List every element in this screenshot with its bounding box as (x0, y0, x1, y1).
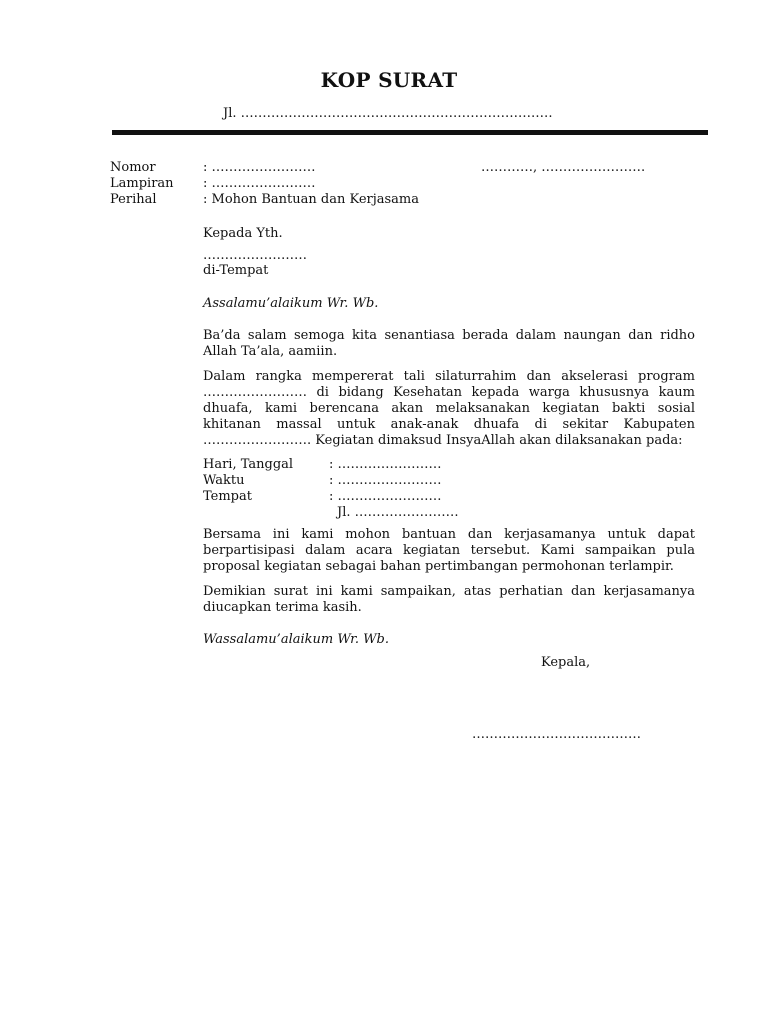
letterhead-address: Jl. ……………………………………………………………… (223, 106, 553, 121)
lampiran-value: : …………………… (203, 176, 316, 191)
perihal-value: : Mohon Bantuan dan Kerjasama (203, 192, 420, 207)
recipient-place: di-Tempat (203, 263, 269, 278)
signature-title: Kepala, (541, 655, 591, 670)
detail-tempat-address: Jl. …………………… (337, 505, 459, 520)
paragraph-closing: Demikian surat ini kami sampaikan, atas perhatian dan kerjasamanya diucapkan terima kasih. (203, 584, 695, 615)
opening-greeting: Assalamu’alaikum Wr. Wb. (203, 296, 379, 311)
detail-hari-value: : …………………… (329, 457, 442, 472)
detail-waktu-value: : …………………… (329, 473, 442, 488)
paragraph-opening: Ba’da salam semoga kita senantiasa berada dalam naungan dan ridho Allah Ta’ala, aamiin. (203, 328, 695, 359)
closing-greeting: Wassalamu’alaikum Wr. Wb. (203, 632, 389, 647)
lampiran-label: Lampiran (110, 176, 174, 191)
signature-name: ………………………………… (472, 727, 641, 742)
nomor-value: : …………………… (203, 160, 316, 175)
paragraph-request: Bersama ini kami mohon bantuan dan kerjasamanya untuk dapat berpartisipasi dalam acara kegiatan tersebut. Kami sampaikan pula proposal kegiatan sebagai bahan pertimbangan permohonan terlampir. (203, 527, 695, 574)
detail-hari-label: Hari, Tanggal (203, 457, 294, 472)
detail-tempat-value: : …………………… (329, 489, 442, 504)
perihal-label: Perihal (110, 192, 157, 207)
date-line: …………, …………………… (481, 160, 646, 175)
detail-waktu-label: Waktu (203, 473, 245, 488)
recipient-salutation: Kepada Yth. (203, 226, 283, 241)
detail-tempat-label: Tempat (203, 489, 252, 504)
letterhead-title: KOP SURAT (320, 68, 458, 92)
recipient-name: …………………… (203, 248, 307, 263)
paragraph-event: Dalam rangka mempererat tali silaturrahim dan akselerasi program …………………… di bidang Kesehatan kepada warga khususnya kaum dhuafa, kami berencana akan melaksanakan kegiatan bakti sosial khitanan massal untuk anak-anak dhuafa di sekitar Kabupaten ……………………. Kegiatan dimaksud InsyaAllah akan dilaksanakan pada: (203, 369, 695, 448)
nomor-label: Nomor (110, 160, 156, 175)
letterhead-divider (112, 130, 708, 135)
